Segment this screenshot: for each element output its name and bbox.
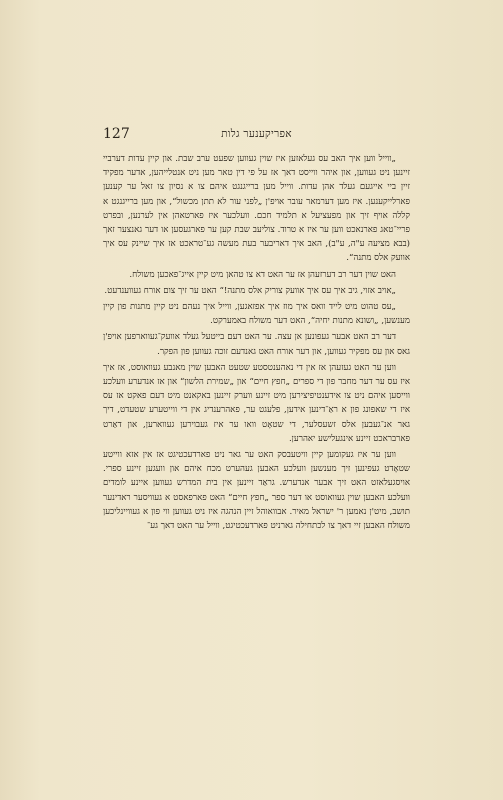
paragraph: „אויב אזוי, גיב איך עס איך אוועק צוריק אלס מתנה!“ האט ער זיך צום אורח געווענדעט. (104, 285, 396, 296)
paragraph: „ווייל ווען איך האב עס געלאזען איז שוין געווען שפעט ערב שבת. און קיין עדות דערביי זיינען ניט געווען, און איהר ווייסט דאך אז על פי דין טאר מען ניט אנטלייהען, אדער מפקיד זיין ביי אייגעם געלד אהן עדות. ווייל מען ברייגנגט איהם צו א נסיון צו זאל ער קענען פארלייקענען. איז מען דערמאר עובר אויפ'ן „לפני עור לא תתן מכשול“, און מען ברייגנגט א קללה אויף זיך און מפעציעל א תלמיד חכם. וועלכער איז פארטאהן אין לערנען, ובפרט פריי־טאג פארנאכט ווען ער איז א טרוד. צוליעב שבת קען ער פארגעסען או דער גאנצער זאך (בבא מציעה ע"ה, ע"ב), האב איך דאריבער בעת מעשה גע־טראכט אז איך שיינק עס איך אוועק אלס מתנה“. (103, 154, 410, 264)
paragraph: ווען ער האט געזעהן אז אין די נאהענטסטע שטעט האבען שוין מאנבע געוואוסט, אז איך איז עס ער דער מחבר פון די ספרים „חפץ חיים“ און „שמירת הלשון“ און אז אנדערע וועלכע ווייסען איהם ניט צו אידענטיפיצירען מיט זיינע ווערק זיינען באקאנט מיט דעם פאקט אז עס איז די שאפונג פון א ראַ־דינען אידען, פלעגט ער, פאהרענדיג אין די ווייטערע שטעדט, דיך גאר אנ־געבען אלס זשעסלער, די שטאָט וואו ער איז געבוירען געווארען, און דאַרט פארבראכט זיינע אינגעלישע יאהרען. (103, 362, 410, 444)
page-header (103, 126, 410, 142)
paragraph: דער רב האט אבער געפונען אן עצה. ער האט דעם בייטעל געלד אוועק־געווארפען אויפ'ן גאס און עס מפקיר געווען, און דער אורח האט גאנדעם זוכה געווען פון הפקר. (103, 332, 410, 357)
page-number: 127 (103, 126, 130, 142)
body-text (103, 152, 410, 533)
paragraph: האט שוין דער רב דערזעהן אז ער האט דא צו טהאן מיט קיין אייג־פאכען משולח. (129, 269, 396, 280)
paragraph: ווען ער איז געקומען קיין וויטעבסק האט ער גאר ניט פארדעכטיגט אז אין אזא ווייטע שטאָדט געפינען זיך מענשען וועלכע האבען געהערט מכח איהם און וועגען זיינע ספרי. אויסגעלאזט האט זיך אבער אנדערש. גראַד זיינען אין בית המדרש געווען איינע לומדים וועלכע האבען שוין געוואוסט או דער ספר „חפץ חיים“ האט פארפאסט א געוויסער ראדינער תושב, מיט'ן נאמען ר' ישראל מאיר. אבוואוהל זיין הנהגה איז ניט געווען ווי פון א געוויינליכען משולח האבען זיי דאך צו לכתחילה גארניט פארדעכטיגט, ווייל ער האט דאך גע־ (103, 450, 410, 532)
running-head: אפריקענער גלות (221, 128, 292, 140)
paragraph: „עס טהוט מיט לייד וואס איך מוז איך אפזאגען, ווייל איך נעהם ניט קיין מתנות פון קיין מענשען, „ושונא מתנות יחיה“, האט דער משולח באמערקט. (103, 302, 410, 327)
